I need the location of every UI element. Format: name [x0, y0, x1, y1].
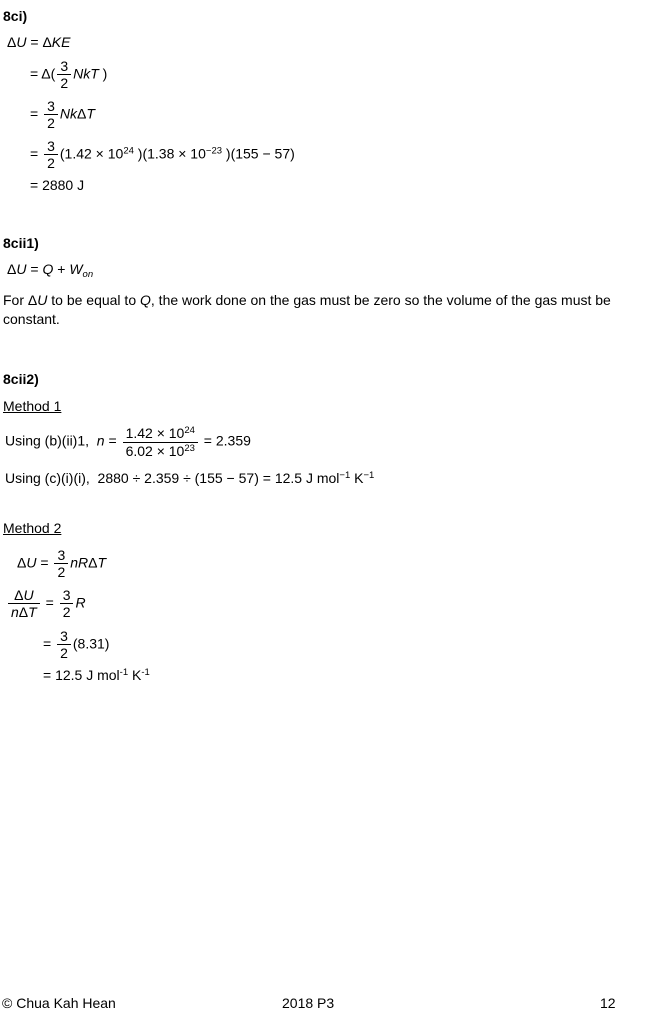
equation-8ci-line5: = 2880 J — [30, 177, 85, 194]
section-heading-8cii2: 8cii2) — [3, 371, 39, 388]
equation-8ci-line4: = $\frac{3}{2}$ ($1.42 \times 10^{24}$ )($1.38 \times 10^{-23}$ )(155 − 57) — [30, 137, 295, 171]
method1-label: Method 1 — [3, 398, 62, 415]
page-footer — [0, 995, 668, 1015]
footer-paper-label: 2018 P3 — [282, 995, 335, 1011]
section-heading-8ci: 8ci) — [3, 8, 28, 24]
explanation-paragraph: For ΔU to be equal to Q, the work done on the gas must be zero so the volume of the gas must be constant. — [3, 292, 615, 328]
equation-method2-line4: = 12.5 J mol$^{-1}$ $K^{-1}$ — [43, 666, 150, 683]
footer-page-number: 12 — [600, 995, 616, 1011]
equation-method2-line3: = $\frac{3}{2}$ (8.31) — [43, 627, 110, 661]
equation-8ci-line2: = Δ( $\frac{3}{2}$ NkT ) — [30, 57, 108, 91]
equation-8ci-line3: = $\frac{3}{2}$ NkΔT — [30, 97, 95, 131]
equation-method2-line2: $\frac{\Delta U}{\text{nΔT}}$ = $\frac{3}{2}$ R — [6, 586, 664, 621]
equation-method2-line1: ΔU = $\frac{3}{2}$ nRΔT — [17, 547, 107, 581]
equation-method1-line2: Using (c)(i)(i), 2880 ÷ 2.359 ÷ (155 − 57) = 12.5 J mol$^{-1}$ $K^{-1}$ — [5, 469, 375, 486]
equation-method1-line1: Using (b)(ii)1, n = $\frac{1.42 \times 10^{24}}{6.02 \times 10^{23}}$ = 2.359 — [5, 425, 251, 459]
footer-copyright: © Chua Kah Hean — [2, 995, 116, 1011]
method2-label: Method 2 — [3, 520, 62, 537]
section-heading-8cii1: 8cii1) — [3, 234, 39, 251]
equation-8ci-line1: ΔU = ΔKE — [7, 34, 71, 50]
equation-8cii1: $\Delta U = Q + W_{on}$ — [7, 260, 94, 280]
